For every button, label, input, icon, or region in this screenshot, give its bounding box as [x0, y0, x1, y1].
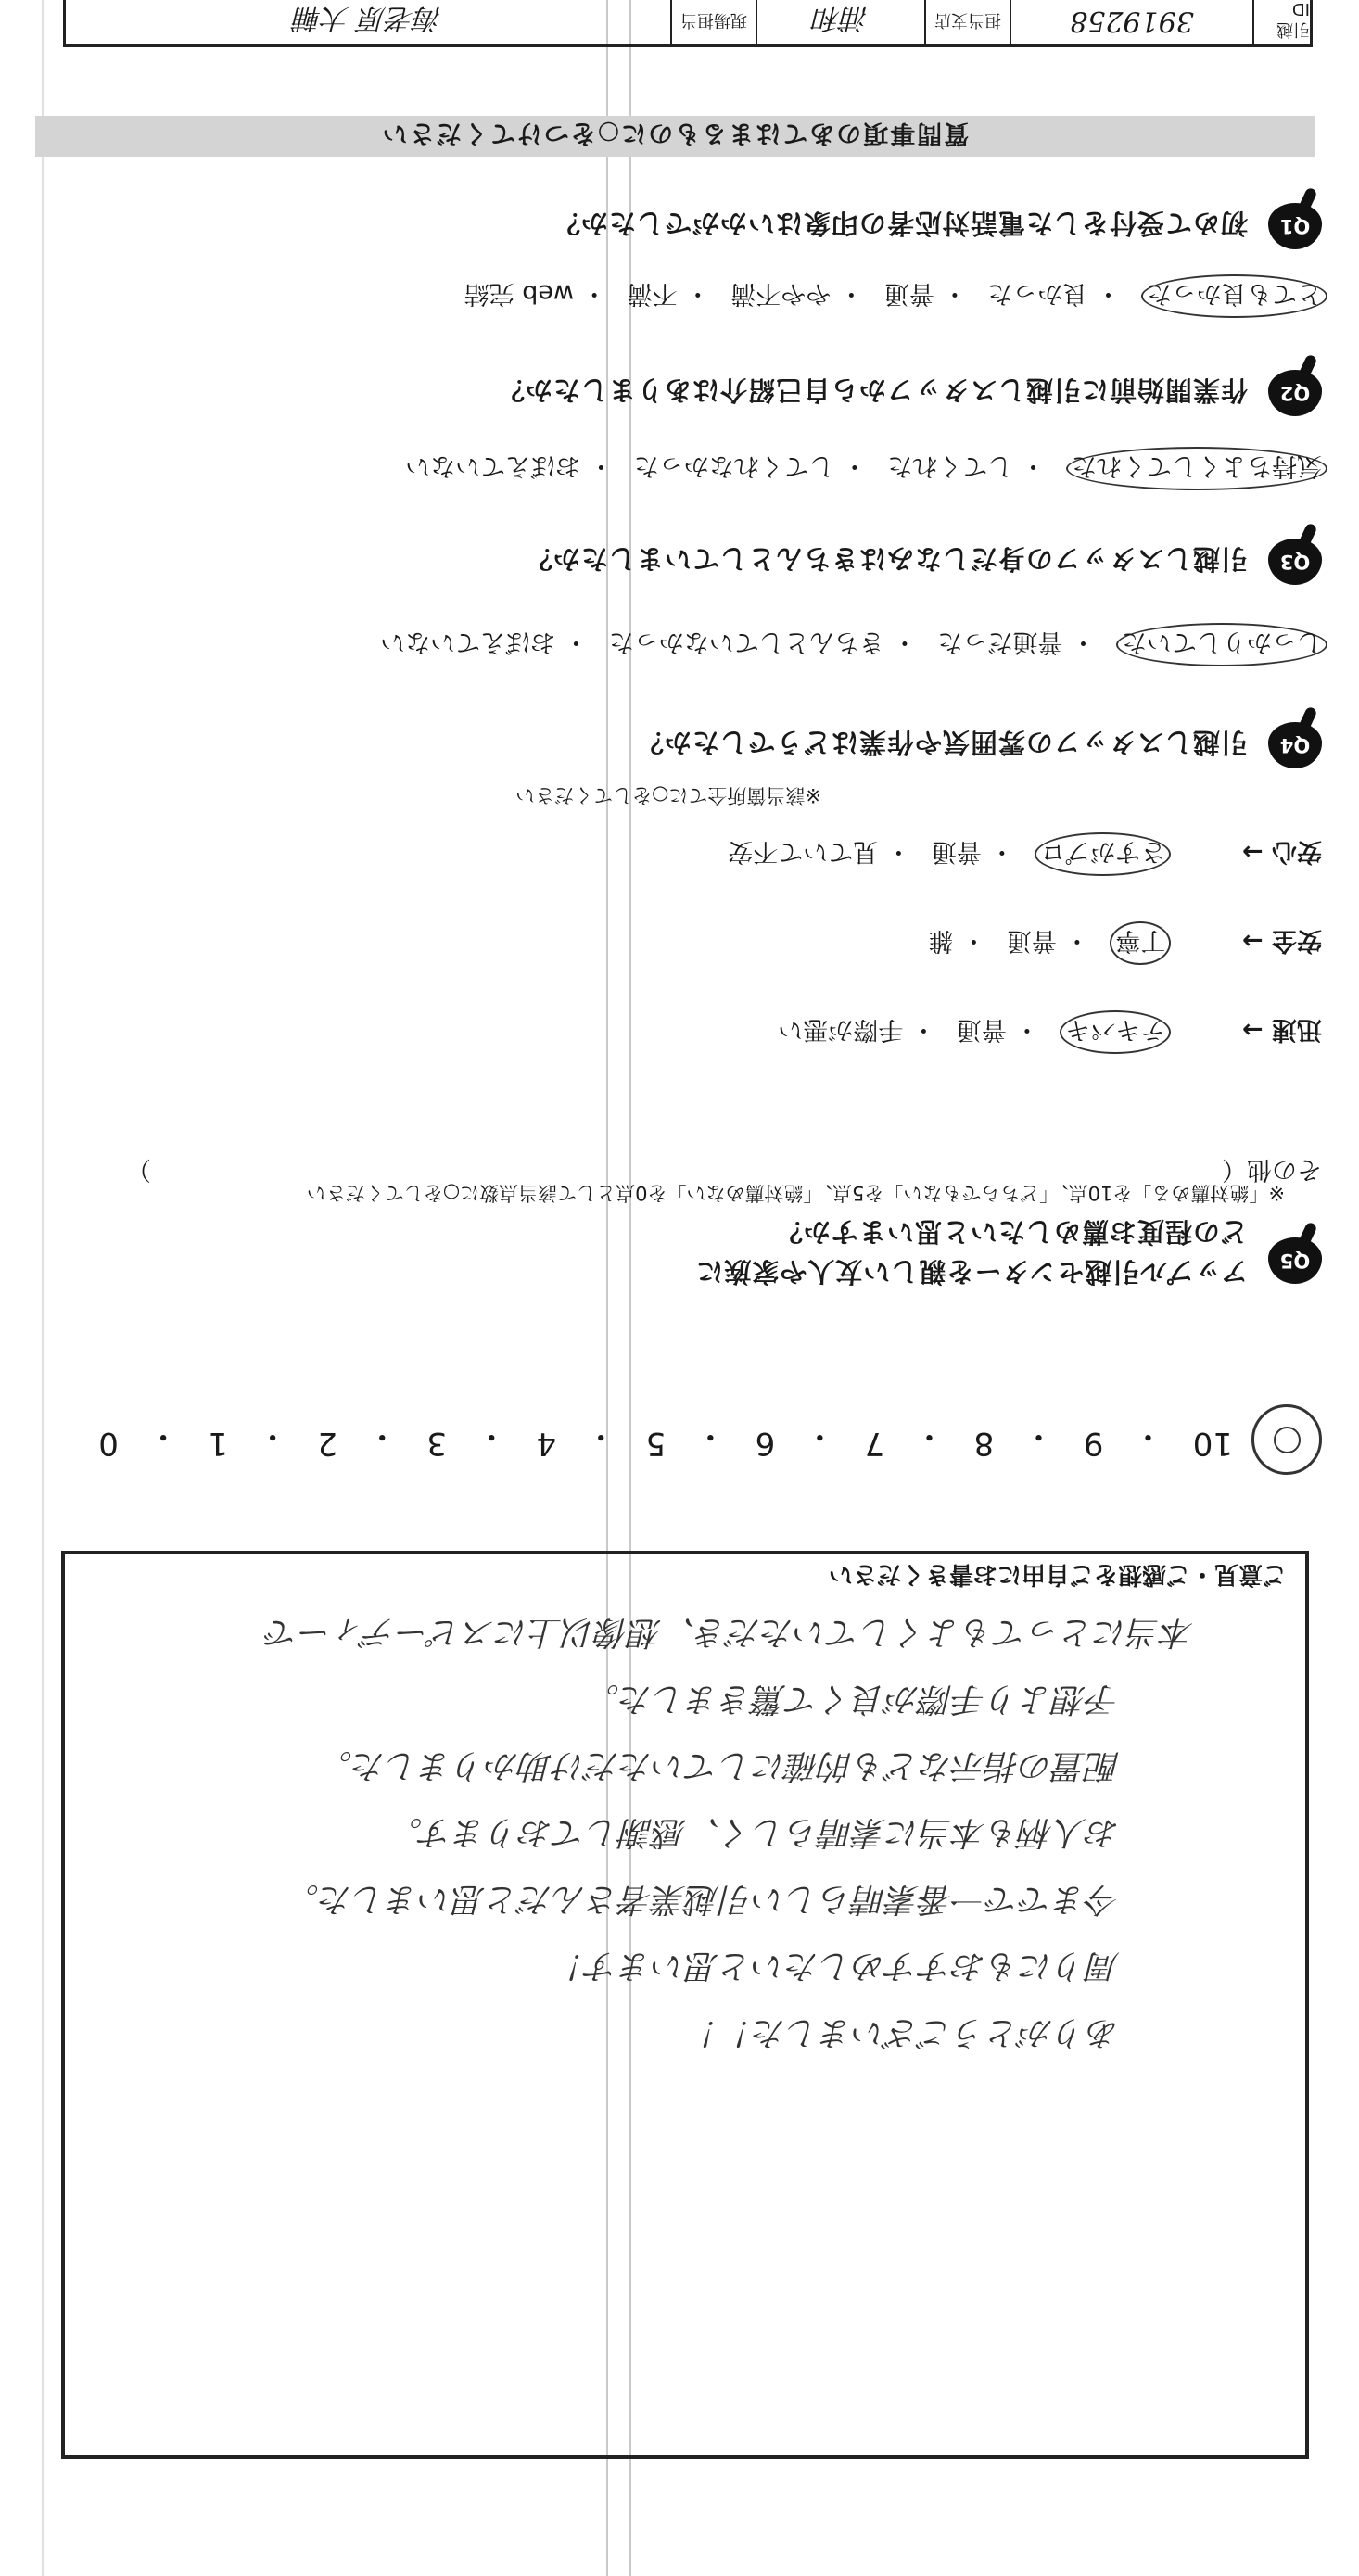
page-edge	[42, 0, 44, 2576]
info-table	[63, 0, 1313, 47]
q3-option[interactable]: きちんとしていなかった	[608, 628, 884, 656]
scale-separator: ・	[366, 1417, 399, 1455]
q5-score[interactable]: 2	[317, 1425, 337, 1463]
q2-option[interactable]: してくれた	[887, 451, 1013, 480]
q2-option-selected[interactable]: 気持ちよくしてくれた	[1066, 447, 1327, 490]
q5-score-selected[interactable]: 10	[1192, 1425, 1233, 1463]
q4-option[interactable]: 普通	[956, 1015, 1007, 1044]
q1-options: とても良かった・ 良かった・ 普通・ やや不満・ 不満・ web 完結	[464, 278, 1322, 314]
q5-note: ※「絶対薦める」を10点、「どちらでもない」を5点、「絶対薦めない」を0点として該当点数に○をしてください	[306, 1182, 1285, 1204]
q4-row-label: 迅速 →	[1241, 1015, 1322, 1044]
q5-question-line1: アップル引越センターを親しい友人や家族に	[695, 1256, 1248, 1288]
q5-score[interactable]: 8	[973, 1425, 995, 1463]
scale-separator: ・	[913, 1417, 946, 1455]
branch-value: 浦和	[756, 0, 924, 44]
handwritten-comment-line: 配置の指示なども的確にしていただけ助かりました。	[318, 1746, 1120, 1784]
scale-separator: ・	[804, 1417, 836, 1455]
q3-badge: Q3	[1268, 539, 1322, 585]
comment-box	[61, 1551, 1309, 2459]
q4-row-anzen: 安全 → 丁寧・ 普通・ 雑	[928, 925, 1322, 961]
q4-option-selected[interactable]: 丁寧	[1110, 921, 1171, 965]
q2-option[interactable]: おぼえていない	[405, 451, 581, 480]
q5-scale-numbers	[98, 1417, 1233, 1463]
scale-separator: ・	[476, 1417, 508, 1455]
q5-scale	[98, 1404, 1322, 1475]
branch-label: 担当支店	[924, 0, 1010, 44]
q3-option-selected[interactable]: しっかりしていた	[1116, 623, 1327, 666]
id-label: 引越 ID	[1252, 0, 1310, 44]
scale-separator: ・	[1022, 1417, 1055, 1455]
q3-option[interactable]: 普通だった	[937, 628, 1063, 656]
q3-options: しっかりしていた・ 普通だった・ きちんとしていなかった・ おぼえていない	[380, 627, 1322, 663]
q4-row-label: 安心 →	[1241, 837, 1322, 866]
q4-other-close: ）	[126, 1155, 151, 1184]
q1-option-selected[interactable]: とても良かった	[1141, 274, 1327, 318]
q5-score[interactable]: 6	[755, 1425, 776, 1463]
q5-score[interactable]: 0	[98, 1425, 119, 1463]
q5-question-line2: どの程度お薦めしたいと思いますか？	[774, 1216, 1248, 1248]
q4-question: 引越しスタッフの雰囲気や作業はどうでしたか？	[635, 727, 1248, 758]
q1-option[interactable]: やや不満	[730, 279, 832, 308]
q4-option[interactable]: 雑	[928, 926, 954, 955]
q3-option[interactable]: おぼえていない	[380, 628, 556, 656]
q4-option[interactable]: 普通	[931, 837, 982, 866]
q5-score[interactable]: 1	[208, 1425, 228, 1463]
handwritten-comment-line: 今までで一番素晴らしい引越業者さんだと思いました。	[285, 1880, 1120, 1918]
q3-question: 引越しスタッフの身だしなみはきちんとしていましたか？	[524, 543, 1248, 575]
flower-circle-icon	[1251, 1404, 1322, 1475]
q2-option[interactable]: してくれなかった	[633, 451, 834, 480]
scale-separator: ・	[694, 1417, 727, 1455]
handwritten-comment-line: 予想より手際が良くて驚きました。	[585, 1680, 1120, 1718]
q4-note: ※該当箇所全てに○をしてください	[515, 784, 821, 806]
scale-separator: ・	[147, 1417, 180, 1455]
q4-option-selected[interactable]: テキパキ	[1060, 1010, 1171, 1054]
instruction-header: 質問事項のあてはまるものに○をつけてください	[35, 116, 1315, 157]
id-value: 3919258	[1010, 0, 1252, 44]
handwritten-comment-line: 本当にとってもよくしていただき、想像以上にスピーディーで	[265, 1613, 1194, 1651]
q2-badge: Q2	[1268, 370, 1322, 416]
scale-separator: ・	[257, 1417, 289, 1455]
q5-badge: Q5	[1268, 1237, 1322, 1284]
handwritten-comment-line: お人柄も本当に素晴らしく、感謝しております。	[388, 1813, 1120, 1851]
leader-label: 現場担当	[670, 0, 756, 44]
comment-title: ご意見・ご感想をご自由にお書きください	[828, 1560, 1287, 1588]
q1-option[interactable]: 良かった	[987, 279, 1088, 308]
q5-score[interactable]: 9	[1083, 1425, 1104, 1463]
handwritten-comment-line: ありがとうございました！！	[685, 2013, 1120, 2051]
q4-other-label: その他（	[1222, 1155, 1322, 1184]
q4-row-label: 安全 →	[1241, 926, 1322, 955]
q1-badge: Q1	[1268, 203, 1322, 249]
q1-option[interactable]: 不満	[627, 279, 678, 308]
handwritten-comment-line: 周りにもおすすめしたいと思います！	[552, 1947, 1120, 1985]
q2-options: 気持ちよくしてくれた・ してくれた・ してくれなかった・ おぼえていない	[405, 450, 1322, 487]
q4-option[interactable]: 見ていて不安	[728, 837, 879, 866]
q2-question: 作業開始前に引越しスタッフから自己紹介はありましたか？	[496, 374, 1248, 406]
q4-row-jinsoku: 迅速 → テキパキ・ 普通・ 手際が悪い	[778, 1014, 1322, 1050]
q1-option[interactable]: web 完結	[464, 279, 575, 308]
q5-score[interactable]: 5	[645, 1425, 667, 1463]
scale-separator: ・	[1132, 1417, 1164, 1455]
q5-score[interactable]: 4	[536, 1425, 557, 1463]
q1-question: 初めて受付をした電話対応者の印象はいかがでしたか？	[552, 208, 1248, 239]
scale-separator: ・	[585, 1417, 617, 1455]
q5-score[interactable]: 7	[864, 1425, 885, 1463]
q4-option[interactable]: 普通	[1006, 926, 1057, 955]
q1-option[interactable]: 普通	[883, 279, 934, 308]
leader-value: 海老原 大輔	[294, 2, 442, 34]
q4-row-anshin: 安心 → さすがプロ・ 普通・ 見ていて不安	[728, 836, 1322, 872]
q4-option[interactable]: 手際が悪い	[778, 1015, 904, 1044]
q4-badge: Q4	[1268, 722, 1322, 768]
q5-score[interactable]: 3	[426, 1425, 448, 1463]
q4-option-selected[interactable]: さすがプロ	[1035, 832, 1171, 876]
